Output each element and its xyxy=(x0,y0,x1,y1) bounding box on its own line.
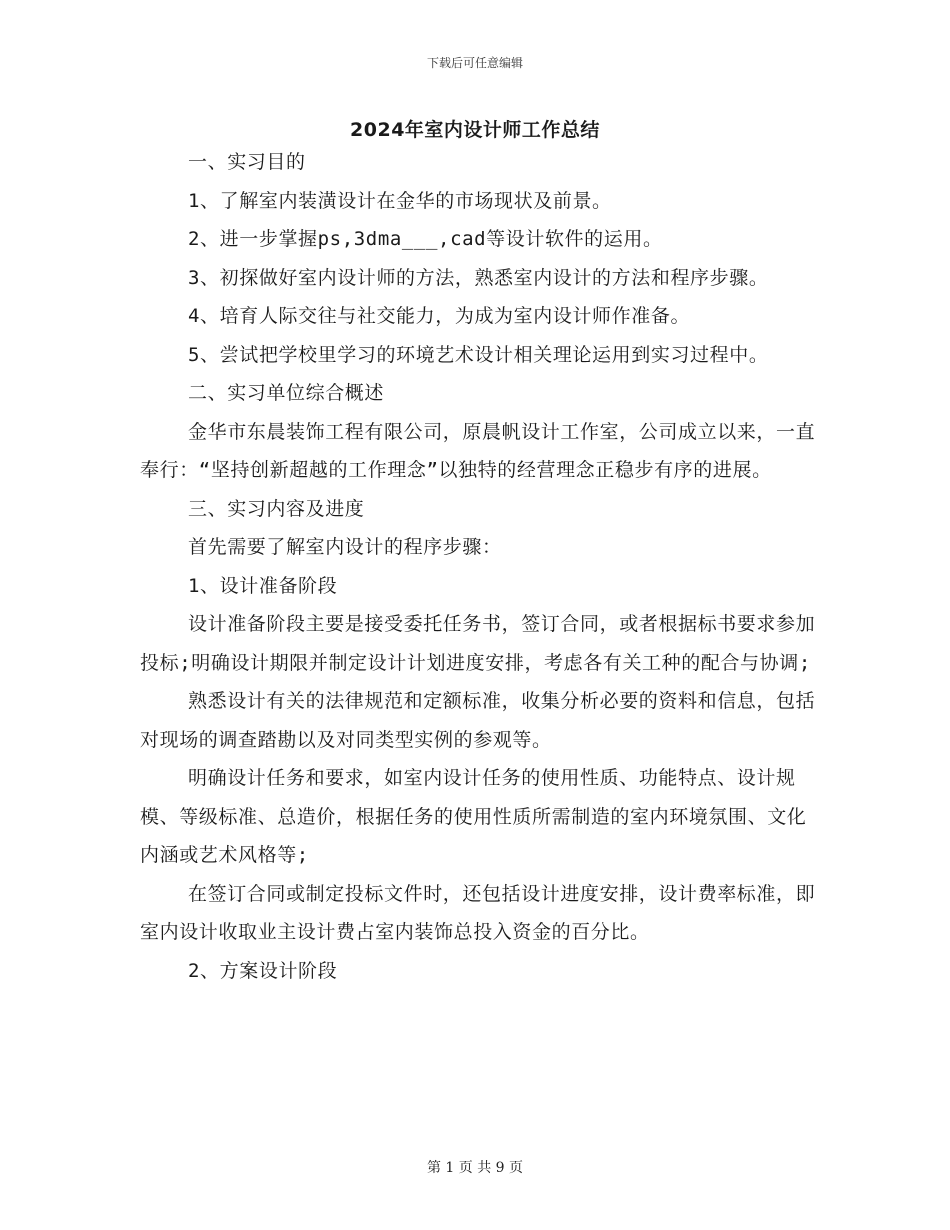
document-body xyxy=(140,143,820,990)
subheading-scheme-design: 2、方案设计阶段 xyxy=(188,959,338,982)
content-intro: 首先需要了解室内设计的程序步骤： xyxy=(188,536,502,558)
purpose-item-5: 5、尝试把学校里学习的环境艺术设计相关理论运用到实习过程中。 xyxy=(188,343,769,366)
section-heading-purpose: 一、实习目的 xyxy=(188,151,306,173)
purpose-item-1: 1、了解室内装潢设计在金华的市场现状及前景。 xyxy=(188,189,612,212)
document-title: 2024年室内设计师工作总结 xyxy=(350,119,600,141)
preparation-paragraph-3: 明确设计任务和要求，如室内设计任务的使用性质、功能特点、设计规模、等级标准、总造价，根据任务的使用性质所需制造的室内环境氛围、文化内涵或艺术风格等; xyxy=(140,767,807,866)
subheading-design-preparation: 1、设计准备阶段 xyxy=(188,574,338,597)
page-footer: 第 1 页 共 9 页 xyxy=(426,1160,524,1176)
section-heading-company: 二、实习单位综合概述 xyxy=(188,382,385,404)
section-heading-content: 三、实习内容及进度 xyxy=(188,497,365,520)
purpose-item-4: 4、培育人际交往与社交能力，为成为室内设计师作准备。 xyxy=(188,305,691,327)
preparation-paragraph-2: 熟悉设计有关的法律规范和定额标准，收集分析必要的资料和信息，包括对现场的调查踏勘以及对同类型实例的参观等。 xyxy=(140,690,816,751)
purpose-item-2: 2、进一步掌握ps,3dma___,cad等设计软件的运用。 xyxy=(188,228,663,250)
preparation-paragraph-4: 在签订合同或制定投标文件时，还包括设计进度安排，设计费率标准，即室内设计收取业主设计费占室内装饰总投入资金的百分比。 xyxy=(140,882,816,943)
company-paragraph: 金华市东晨装饰工程有限公司，原晨帆设计工作室，公司成立以来，一直奉行：“坚持创新超越的工作理念”以独特的经营理念正稳步有序的进展。 xyxy=(140,420,816,481)
page-header: 下载后可任意编辑 xyxy=(426,56,523,70)
preparation-paragraph-1: 设计准备阶段主要是接受委托任务书，签订合同，或者根据标书要求参加投标;明确设计期限并制定设计计划进度安排，考虑各有关工种的配合与协调; xyxy=(140,613,816,674)
purpose-item-3: 3、初探做好室内设计师的方法，熟悉室内设计的方法和程序步骤。 xyxy=(188,266,769,289)
